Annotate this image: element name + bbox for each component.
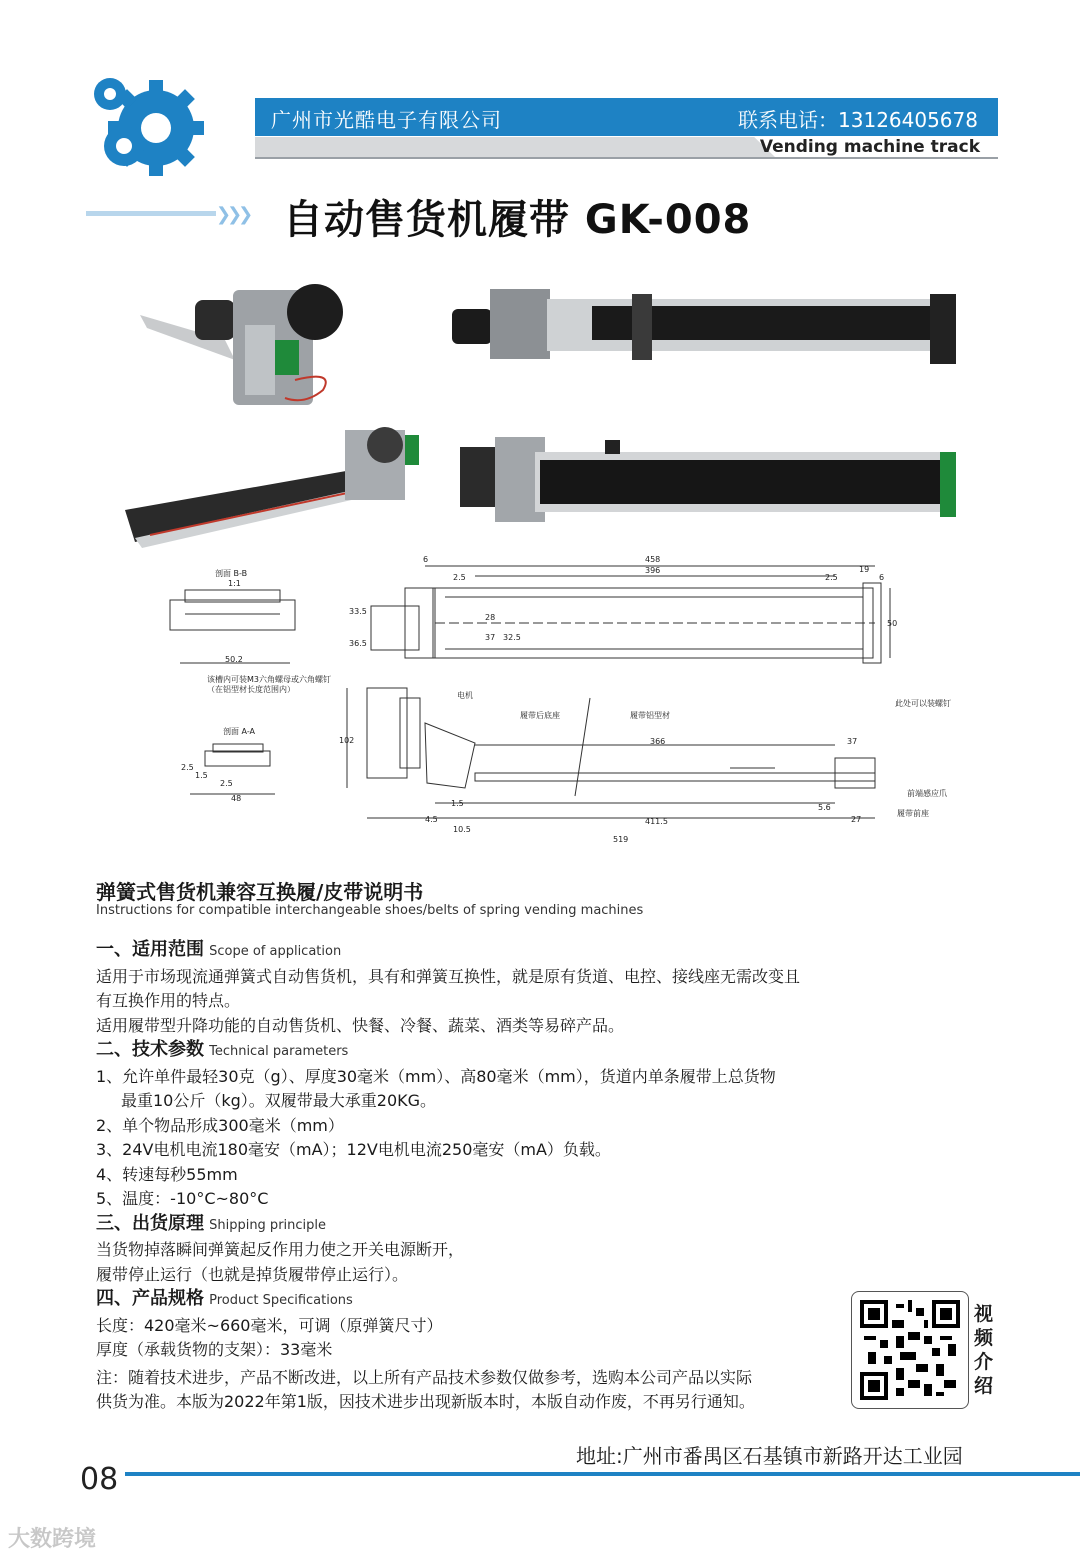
section-bb-label: 剖面 B-B — [215, 569, 248, 578]
technical-drawing — [135, 548, 951, 848]
dim-6-a: 6 — [423, 555, 429, 564]
dim-10-5: 10.5 — [453, 825, 471, 834]
company-banner — [255, 98, 998, 136]
dim-37: 37 — [485, 633, 496, 642]
dim-1-5-b: 1.5 — [451, 799, 464, 808]
dim-32-5: 32.5 — [503, 633, 521, 642]
dim-36-5: 36.5 — [349, 639, 367, 648]
shipping-line-1: 当货物掉落瞬间弹簧起反作用力使之开关电源断开， — [96, 1240, 465, 1259]
qr-code-icon — [860, 1300, 960, 1400]
shipping-line-2: 履带停止运行（也就是掉货履带停止运行）。 — [96, 1264, 409, 1284]
dim-27: 27 — [851, 815, 862, 824]
tech-line-5: 4、转速每秒55mm — [96, 1164, 238, 1184]
qr-label: 视频介绍 — [974, 1303, 994, 1397]
spec-line-2: 厚度（承载货物的支架）：33毫米 — [96, 1340, 333, 1359]
instructions-subtitle: Instructions for compatible interchangeable shoes/belts of spring vending machines — [96, 903, 644, 918]
front-base-label: 履带前座 — [897, 809, 929, 818]
shipping-heading-en: Shipping principle — [209, 1217, 327, 1233]
profile-label: 履带铝型材 — [630, 711, 670, 720]
tech-line-2: 最重10公斤（kg）。双履带最大承重20KG。 — [121, 1091, 437, 1110]
dim-2-5-a: 2.5 — [181, 763, 194, 772]
footer-rule — [125, 1472, 1080, 1476]
tech-line-3: 2、单个物品形成300毫米（mm） — [96, 1115, 344, 1135]
scale-label: 1:1 — [228, 579, 241, 588]
disclaimer-note — [96, 1366, 856, 1414]
spec-heading: 四、产品规格 — [96, 1288, 204, 1309]
dim-37-b: 37 — [847, 737, 858, 746]
track-label: Vending machine track — [759, 137, 980, 157]
subtitle-banner — [255, 137, 998, 159]
dim-6-b: 6 — [879, 573, 885, 582]
instructions-body — [96, 938, 936, 1363]
page-number: 08 — [80, 1462, 119, 1497]
qr-code-box[interactable] — [851, 1291, 969, 1409]
dim-50-2: 50.2 — [225, 655, 243, 664]
scope-heading: 一、适用范围 — [96, 939, 204, 960]
dim-411-5: 411.5 — [645, 817, 668, 826]
dim-33-5: 33.5 — [349, 607, 367, 616]
motor-label: 电机 — [457, 691, 473, 700]
dim-396: 396 — [645, 566, 661, 575]
scope-line-3: 适用履带型升降功能的自动售货机、快餐、冷餐、蔬菜、酒类等易碎产品。 — [96, 1015, 625, 1035]
scope-line-2: 有互换作用的特点。 — [96, 991, 241, 1010]
product-photo-side-view — [452, 284, 960, 370]
dim-458: 458 — [645, 555, 661, 564]
page-title: 自动售货机履带 GK-008 — [283, 197, 752, 243]
section-aa-label: 剖面 A-A — [223, 727, 256, 736]
dim-5-6: 5.6 — [818, 803, 831, 812]
dim-2-5-b: 2.5 — [220, 779, 233, 788]
tech-line-1: 1、允许单件最轻30克（g）、厚度30毫米（mm）、高80毫米（mm），货道内单条履带上总货物 — [96, 1066, 776, 1086]
note-line-1: 注：随着技术进步，产品不断改进，以上所有产品技术参数仅做参考，选购本公司产品以实际 — [96, 1368, 753, 1387]
dim-19: 19 — [859, 565, 870, 574]
tech-line-4: 3、24V电机电流180毫安（mA）；12V电机电流250毫安（mA）负载。 — [96, 1140, 611, 1159]
scope-heading-en: Scope of application — [209, 944, 342, 959]
spec-line-1: 长度：420毫米~660毫米，可调（原弹簧尺寸） — [96, 1315, 443, 1335]
scope-line-1: 适用于市场现流通弹簧式自动售货机，具有和弹簧互换性，就是原有货道、电控、接线座无需改变且 — [96, 966, 801, 986]
tech-heading: 二、技术参数 — [96, 1039, 204, 1060]
dim-4-5: 4.5 — [425, 815, 438, 824]
dim-2-5-c: 2.5 — [453, 573, 466, 582]
slot-note-1: 该槽内可装M3六角螺母或六角螺钉 — [207, 675, 331, 684]
dim-48: 48 — [231, 794, 242, 803]
note-line-2: 供货为准。本版为2022年第1版，因技术进步出现新版本时，本版自动作废，不再另行通知。 — [96, 1392, 755, 1411]
screw-note: 此处可以装螺钉 — [895, 699, 951, 708]
product-photo-perspective — [120, 410, 438, 560]
slot-note-2: （在铝型材长度范围内） — [207, 685, 295, 694]
dim-2-5-d: 2.5 — [825, 573, 838, 582]
spec-heading-en: Product Specifications — [209, 1293, 353, 1308]
gear-logo-icon — [84, 72, 212, 182]
instructions-title: 弹簧式售货机兼容互换履/皮带说明书 — [96, 880, 424, 904]
shipping-heading: 三、出货原理 — [96, 1212, 204, 1234]
dim-102: 102 — [339, 736, 355, 745]
dim-1-5-a: 1.5 — [195, 771, 208, 780]
company-address: 地址:广州市番禺区石基镇市新路开达工业园 — [576, 1444, 963, 1468]
watermark: 大数跨境 — [8, 1527, 97, 1552]
dim-519: 519 — [613, 835, 629, 844]
front-sensor-label: 前端感应爪 — [907, 789, 947, 798]
chevron-icon: ❯❯❯ — [216, 204, 250, 225]
dim-366: 366 — [650, 737, 666, 746]
product-photo-motor-end — [135, 280, 350, 415]
title-divider — [86, 211, 216, 216]
dim-50: 50 — [887, 619, 898, 628]
contact-phone: 联系电话：13126405678 — [738, 108, 978, 132]
product-photo-top-view — [455, 432, 960, 527]
company-name: 广州市光酷电子有限公司 — [271, 108, 502, 132]
tech-heading-en: Technical parameters — [209, 1044, 349, 1059]
dim-28: 28 — [485, 613, 496, 622]
rear-base-label: 履带后底座 — [520, 711, 560, 720]
tech-line-6: 5、温度：-10°C~80°C — [96, 1189, 269, 1208]
